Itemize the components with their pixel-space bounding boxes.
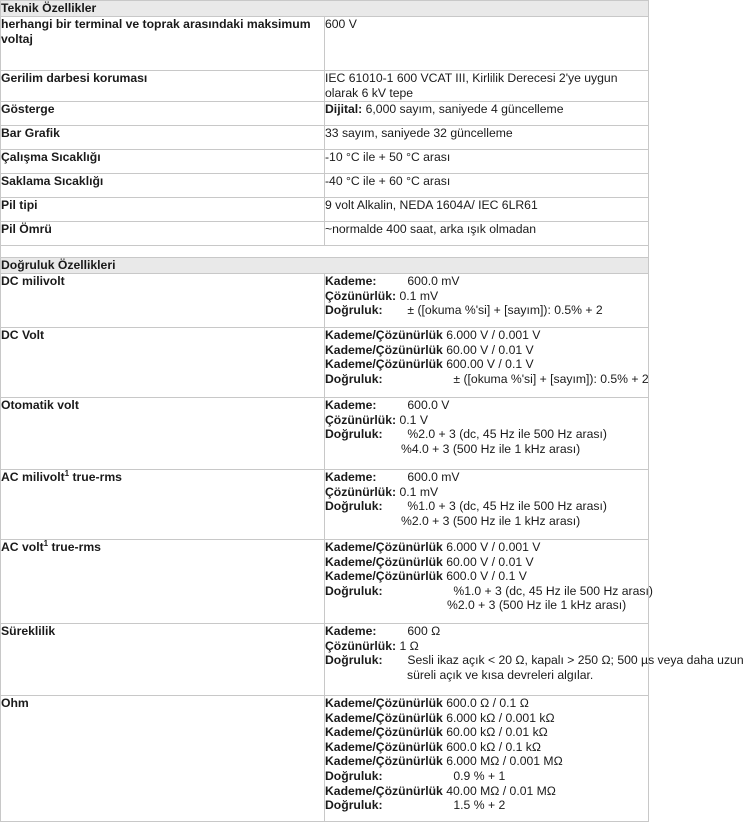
spec-key: Kademe/Çözünürlük xyxy=(325,710,443,725)
accuracy-title: Doğruluk Özellikleri xyxy=(1,258,649,274)
spec-value: 6.000 kΩ / 0.001 kΩ xyxy=(446,710,555,725)
table-row xyxy=(1,174,649,198)
display-type-value: 6,000 sayım, saniyede 4 güncelleme xyxy=(365,102,564,116)
row-value xyxy=(325,696,649,822)
row-label: Pil tipi xyxy=(1,198,325,222)
technical-header-row xyxy=(1,1,649,17)
row-value: IEC 61010-1 600 VCAT III, Kirlilik Derecesi 2'ye uygun olarak 6 kV tepe xyxy=(325,71,649,102)
row-label-text: AC volt xyxy=(1,540,44,554)
table-row xyxy=(1,470,649,540)
spec-value: 600.0 Ω / 0.1 Ω xyxy=(446,696,529,710)
spec-continuation: %2.0 + 3 (500 Hz ile 1 kHz arası) xyxy=(447,598,627,613)
spec-key: Kademe/Çözünürlük xyxy=(325,328,443,342)
row-label: DC Volt xyxy=(1,328,325,398)
spec-value: 40.00 MΩ / 0.01 MΩ xyxy=(446,783,556,798)
spec-value: %1.0 + 3 (dc, 45 Hz ile 500 Hz arası) xyxy=(407,499,607,514)
row-value: ~normalde 400 saat, arka ışık olmadan xyxy=(325,222,649,246)
footnote-marker: 1 xyxy=(64,468,70,478)
spec-key: Doğruluk: xyxy=(325,653,383,668)
spec-key: Doğruluk: xyxy=(325,371,383,386)
spec-key: Doğruluk: xyxy=(325,798,383,813)
spec-value: 0.9 % + 1 xyxy=(453,768,506,783)
row-label: Çalışma Sıcaklığı xyxy=(1,150,325,174)
spec-value: 600.0 kΩ / 0.1 kΩ xyxy=(446,739,542,754)
row-label xyxy=(1,470,325,540)
technical-title: Teknik Özellikler xyxy=(1,1,649,17)
row-value xyxy=(325,102,649,126)
row-label xyxy=(1,540,325,624)
table-row xyxy=(1,624,649,696)
spec-value: 600.0 V / 0.1 V xyxy=(446,569,527,584)
row-value: 33 sayım, saniyede 32 güncelleme xyxy=(325,126,649,150)
spec-key: Kademe: xyxy=(325,624,377,638)
row-value xyxy=(325,470,649,540)
row-label: Süreklilik xyxy=(1,624,325,696)
spec-value: 60.00 V / 0.01 V xyxy=(446,554,534,569)
spec-key: Kademe/Çözünürlük xyxy=(325,357,443,372)
row-label: herhangi bir terminal ve toprak arasındaki maksimum voltaj xyxy=(1,17,325,71)
table-row xyxy=(1,150,649,174)
section-gap xyxy=(1,246,649,258)
table-row xyxy=(1,17,649,71)
spec-value: 600.0 mV xyxy=(407,274,460,288)
row-label: Bar Grafik xyxy=(1,126,325,150)
spec-value: 0.1 mV xyxy=(399,288,439,303)
spec-key: Kademe/Çözünürlük xyxy=(325,554,443,569)
spec-value: 60.00 V / 0.01 V xyxy=(446,342,534,357)
row-label: Saklama Sıcaklığı xyxy=(1,174,325,198)
spec-key: Çözünürlük: xyxy=(325,638,397,653)
row-label-text: AC milivolt xyxy=(1,470,65,484)
spec-key: Kademe/Çözünürlük xyxy=(325,696,443,710)
spec-key: Çözünürlük: xyxy=(325,288,397,303)
spec-key: Kademe/Çözünürlük xyxy=(325,754,443,769)
spec-key: Doğruluk: xyxy=(325,768,383,783)
spec-value: 600 Ω xyxy=(407,624,441,638)
table-row xyxy=(1,71,649,102)
spec-value: 0.1 mV xyxy=(399,484,439,499)
spec-value: 0.1 V xyxy=(399,412,428,427)
row-label: Gerilim darbesi koruması xyxy=(1,71,325,102)
spec-value: 6.000 MΩ / 0.001 MΩ xyxy=(446,754,563,769)
spec-value: 600.0 V xyxy=(407,398,450,412)
accuracy-header-row xyxy=(1,258,649,274)
spec-key: Kademe/Çözünürlük xyxy=(325,569,443,584)
spec-value: %1.0 + 3 (dc, 45 Hz ile 500 Hz arası) xyxy=(453,583,653,598)
spec-key: Kademe: xyxy=(325,470,377,484)
spec-value: 1.5 % + 2 xyxy=(453,798,506,813)
row-value xyxy=(325,398,649,470)
row-label: Pil Ömrü xyxy=(1,222,325,246)
spec-key: Çözünürlük: xyxy=(325,484,397,499)
row-label: Gösterge xyxy=(1,102,325,126)
spec-continuation: süreli açık ve kısa devreleri algılar. xyxy=(407,667,594,682)
spec-value: Sesli ikaz açık < 20 Ω, kapalı > 250 Ω; 500 µs veya daha uzun xyxy=(407,653,744,668)
spec-key: Doğruluk: xyxy=(325,583,383,598)
spec-key: Kademe: xyxy=(325,274,377,288)
row-value xyxy=(325,624,744,696)
table-row xyxy=(1,398,649,470)
spec-key: Doğruluk: xyxy=(325,427,383,442)
row-value xyxy=(325,328,649,398)
table-row xyxy=(1,222,649,246)
row-label-suffix: true-rms xyxy=(69,470,122,484)
spec-continuation: %4.0 + 3 (500 Hz ile 1 kHz arası) xyxy=(401,441,581,456)
spec-value: 60.00 kΩ / 0.01 kΩ xyxy=(446,725,548,740)
row-value: 600 V xyxy=(325,17,649,71)
spec-value: ± ([okuma %'si] + [sayım]): 0.5% + 2 xyxy=(407,303,603,318)
spec-key: Kademe/Çözünürlük xyxy=(325,739,443,754)
spec-key: Kademe/Çözünürlük xyxy=(325,725,443,740)
spec-value: ± ([okuma %'si] + [sayım]): 0.5% + 2 xyxy=(453,371,649,386)
spec-continuation: %2.0 + 3 (500 Hz ile 1 kHz arası) xyxy=(401,513,581,528)
footnote-marker: 1 xyxy=(43,538,49,548)
table-row xyxy=(1,198,649,222)
spec-value: %2.0 + 3 (dc, 45 Hz ile 500 Hz arası) xyxy=(407,427,607,442)
spec-key: Kademe/Çözünürlük xyxy=(325,783,443,798)
row-value: -10 °C ile + 50 °C arası xyxy=(325,150,649,174)
spec-key: Kademe/Çözünürlük xyxy=(325,342,443,357)
row-label: Ohm xyxy=(1,696,325,822)
spec-value: 6.000 V / 0.001 V xyxy=(446,540,541,554)
spec-value: 1 Ω xyxy=(399,638,419,653)
table-row xyxy=(1,540,649,624)
row-value xyxy=(325,274,649,328)
table-row xyxy=(1,274,649,328)
row-value: 9 volt Alkalin, NEDA 1604A/ IEC 6LR61 xyxy=(325,198,649,222)
row-label: Otomatik volt xyxy=(1,398,325,470)
row-value xyxy=(325,540,653,624)
spec-value: 600.00 V / 0.1 V xyxy=(446,357,534,372)
display-type-label: Dijital: xyxy=(325,102,363,116)
table-row xyxy=(1,328,649,398)
spec-key: Doğruluk: xyxy=(325,303,383,318)
spec-key: Çözünürlük: xyxy=(325,412,397,427)
spec-key: Kademe/Çözünürlük xyxy=(325,540,443,554)
table-row xyxy=(1,126,649,150)
spec-key: Kademe: xyxy=(325,398,377,412)
spec-value: 600.0 mV xyxy=(407,470,460,484)
spec-value: 6.000 V / 0.001 V xyxy=(446,328,541,342)
row-label-suffix: true-rms xyxy=(48,540,101,554)
table-row xyxy=(1,102,649,126)
table-row xyxy=(1,696,649,822)
row-value: -40 °C ile + 60 °C arası xyxy=(325,174,649,198)
spec-key: Doğruluk: xyxy=(325,499,383,514)
row-label: DC milivolt xyxy=(1,274,325,328)
